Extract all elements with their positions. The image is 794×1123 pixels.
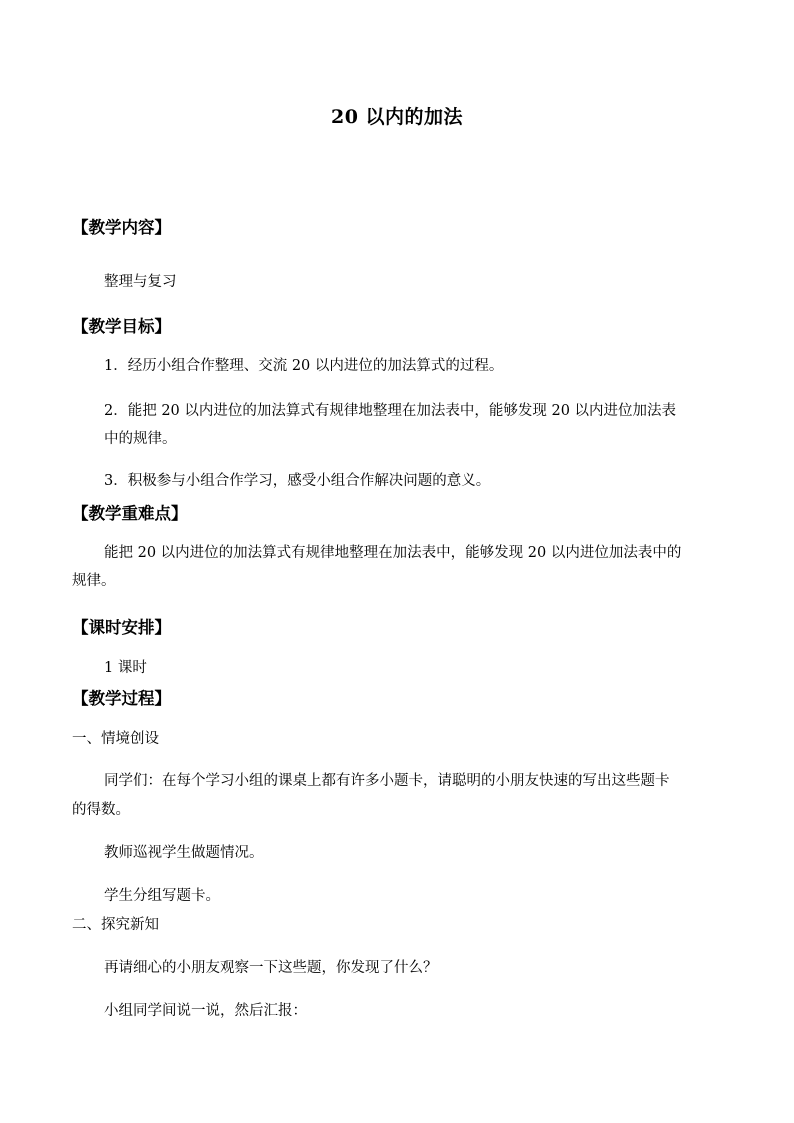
section-heading-keypoints: 【教学重难点】 (72, 504, 188, 523)
section-heading-goals: 【教学目标】 (72, 317, 171, 336)
content-text: 整理与复习 (104, 274, 177, 290)
part-2-paragraph-1: 再请细心的小朋友观察一下这些题，你发现了什么？ (104, 960, 438, 976)
part-2-title: 二、探究新知 (72, 917, 159, 933)
section-heading-content: 【教学内容】 (72, 218, 171, 237)
part-1-paragraph-1-line-2: 的得数。 (72, 802, 130, 818)
section-heading-schedule: 【课时安排】 (72, 618, 171, 637)
part-1-paragraph-2: 教师巡视学生做题情况。 (104, 845, 264, 861)
part-1-paragraph-1-line-1: 同学们：在每个学习小组的课桌上都有许多小题卡，请聪明的小朋友快速的写出这些题卡 (104, 773, 670, 789)
part-2-paragraph-2: 小组同学间说一说，然后汇报： (104, 1003, 307, 1019)
part-1-paragraph-3: 学生分组写题卡。 (104, 888, 220, 904)
keypoints-line-2: 规律。 (72, 573, 116, 589)
document-title: 20 以内的加法 (330, 106, 464, 128)
schedule-text: 1 课时 (104, 660, 147, 676)
goal-item-1: 1．经历小组合作整理、交流 20 以内进位的加法算式的过程。 (104, 358, 504, 374)
goal-item-3: 3．积极参与小组合作学习，感受小组合作解决问题的意义。 (104, 473, 491, 489)
goal-item-2-line-1: 2．能把 20 以内进位的加法算式有规律地整理在加法表中，能够发现 20 以内进位加法表 (104, 403, 677, 419)
goal-item-2-line-2: 中的规律。 (104, 431, 177, 447)
section-heading-process: 【教学过程】 (72, 689, 171, 708)
keypoints-line-1: 能把 20 以内进位的加法算式有规律地整理在加法表中，能够发现 20 以内进位加法表中的 (104, 545, 682, 561)
part-1-title: 一、情境创设 (72, 731, 159, 747)
